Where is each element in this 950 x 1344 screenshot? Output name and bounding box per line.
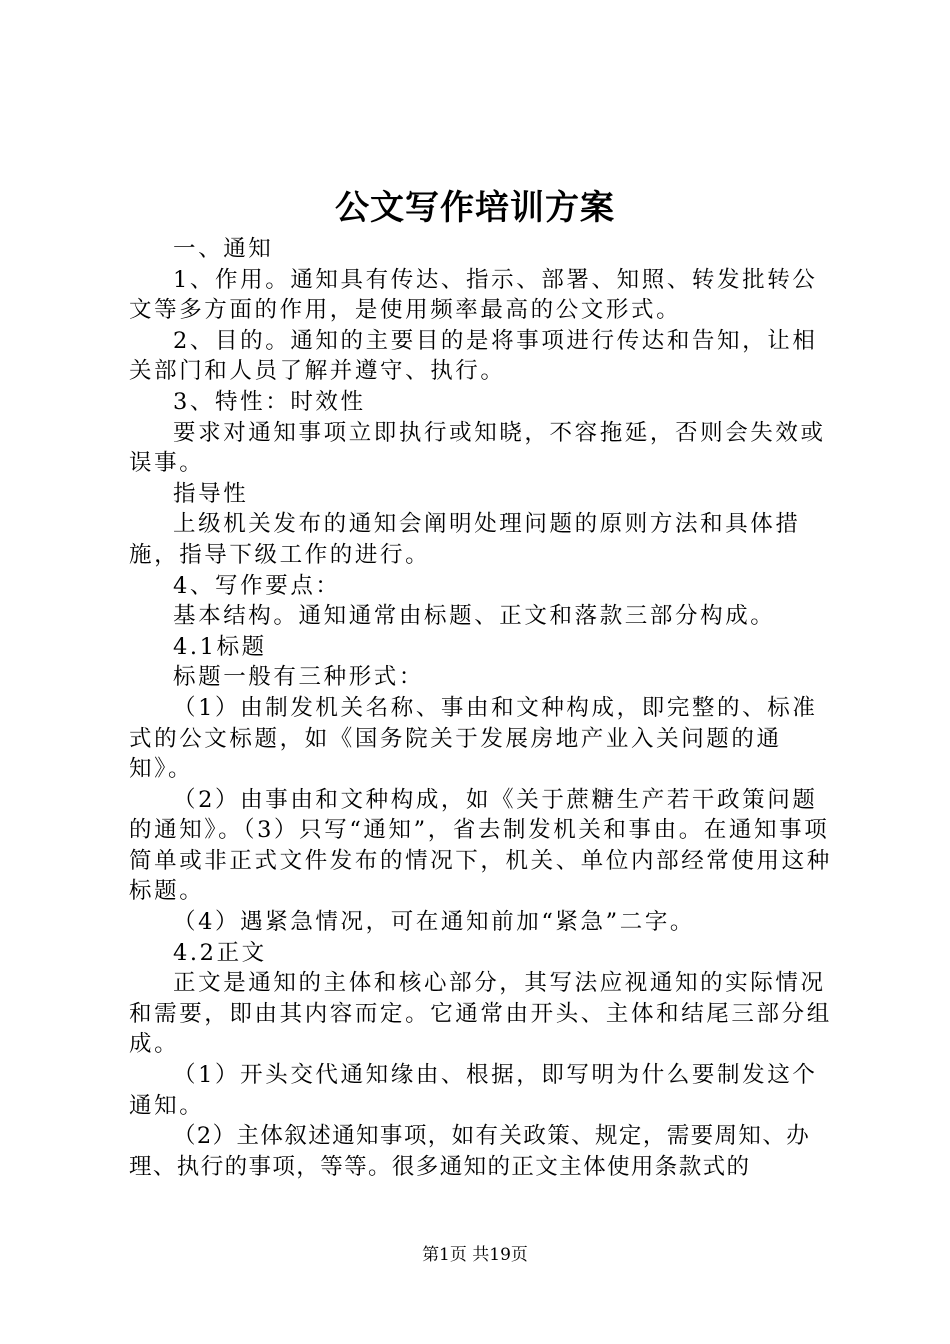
paragraph-title-form-1: （1）由制发机关名称、事由和文种构成，即完整的、标准式的公文标题，如《国务院关于发展房地产业入关问题的通知》。 <box>129 694 818 783</box>
paragraph-basic-structure: 基本结构。通知通常由标题、正文和落款三部分构成。 <box>173 603 776 630</box>
paragraph-title-form-2-3: （2）由事由和文种构成，如《关于蔗糖生产若干政策问题的通知》。（3）只写“通知”，省去制发机关和事由。在通知事项简单或非正式文件发布的情况下，机关、单位内部经常使用这种标题。 <box>129 786 832 905</box>
paragraph-timeliness: 要求对通知事项立即执行或知晓，不容拖延，否则会失效或误事。 <box>129 419 826 477</box>
paragraph-guidance-heading: 指导性 <box>173 480 249 507</box>
paragraph-guidance: 上级机关发布的通知会阐明处理问题的原则方法和具体措施，指导下级工作的进行。 <box>129 511 801 568</box>
section-heading-notice: 一、通知 <box>173 236 274 262</box>
paragraph-function: 1、作用。通知具有传达、指示、部署、知照、转发批转公文等多方面的作用，是使用频率最高的公文形式。 <box>129 266 818 324</box>
paragraph-purpose: 2、目的。通知的主要目的是将事项进行传达和告知，让相关部门和人员了解并遵守、执行。 <box>129 327 818 385</box>
page-number-footer: 第1页 共19页 <box>422 1245 528 1265</box>
paragraph-title-forms: 标题一般有三种形式： <box>173 664 425 691</box>
subheading-title: 4.1标题 <box>173 633 267 660</box>
subheading-body: 4.2正文 <box>173 939 267 966</box>
paragraph-body-opening: （1）开头交代通知缘由、根据，即写明为什么要制发这个通知。 <box>129 1062 818 1119</box>
document-body <box>129 234 833 1182</box>
paragraph-title-form-4: （4）遇紧急情况，可在通知前加“紧急”二字。 <box>173 909 696 936</box>
paragraph-body-description: 正文是通知的主体和核心部分，其写法应视通知的实际情况和需要，即由其内容而定。它通常由开头、主体和结尾三部分组成。 <box>129 970 832 1058</box>
paragraph-body-main: （2）主体叙述通知事项，如有关政策、规定，需要周知、办理、执行的事项，等等。很多通知的正文主体使用条款式的 <box>129 1123 811 1180</box>
document-title: 公文写作培训方案 <box>335 188 615 228</box>
paragraph-characteristics: 3、特性：时效性 <box>173 388 366 415</box>
paragraph-writing-points: 4、写作要点： <box>173 572 341 599</box>
